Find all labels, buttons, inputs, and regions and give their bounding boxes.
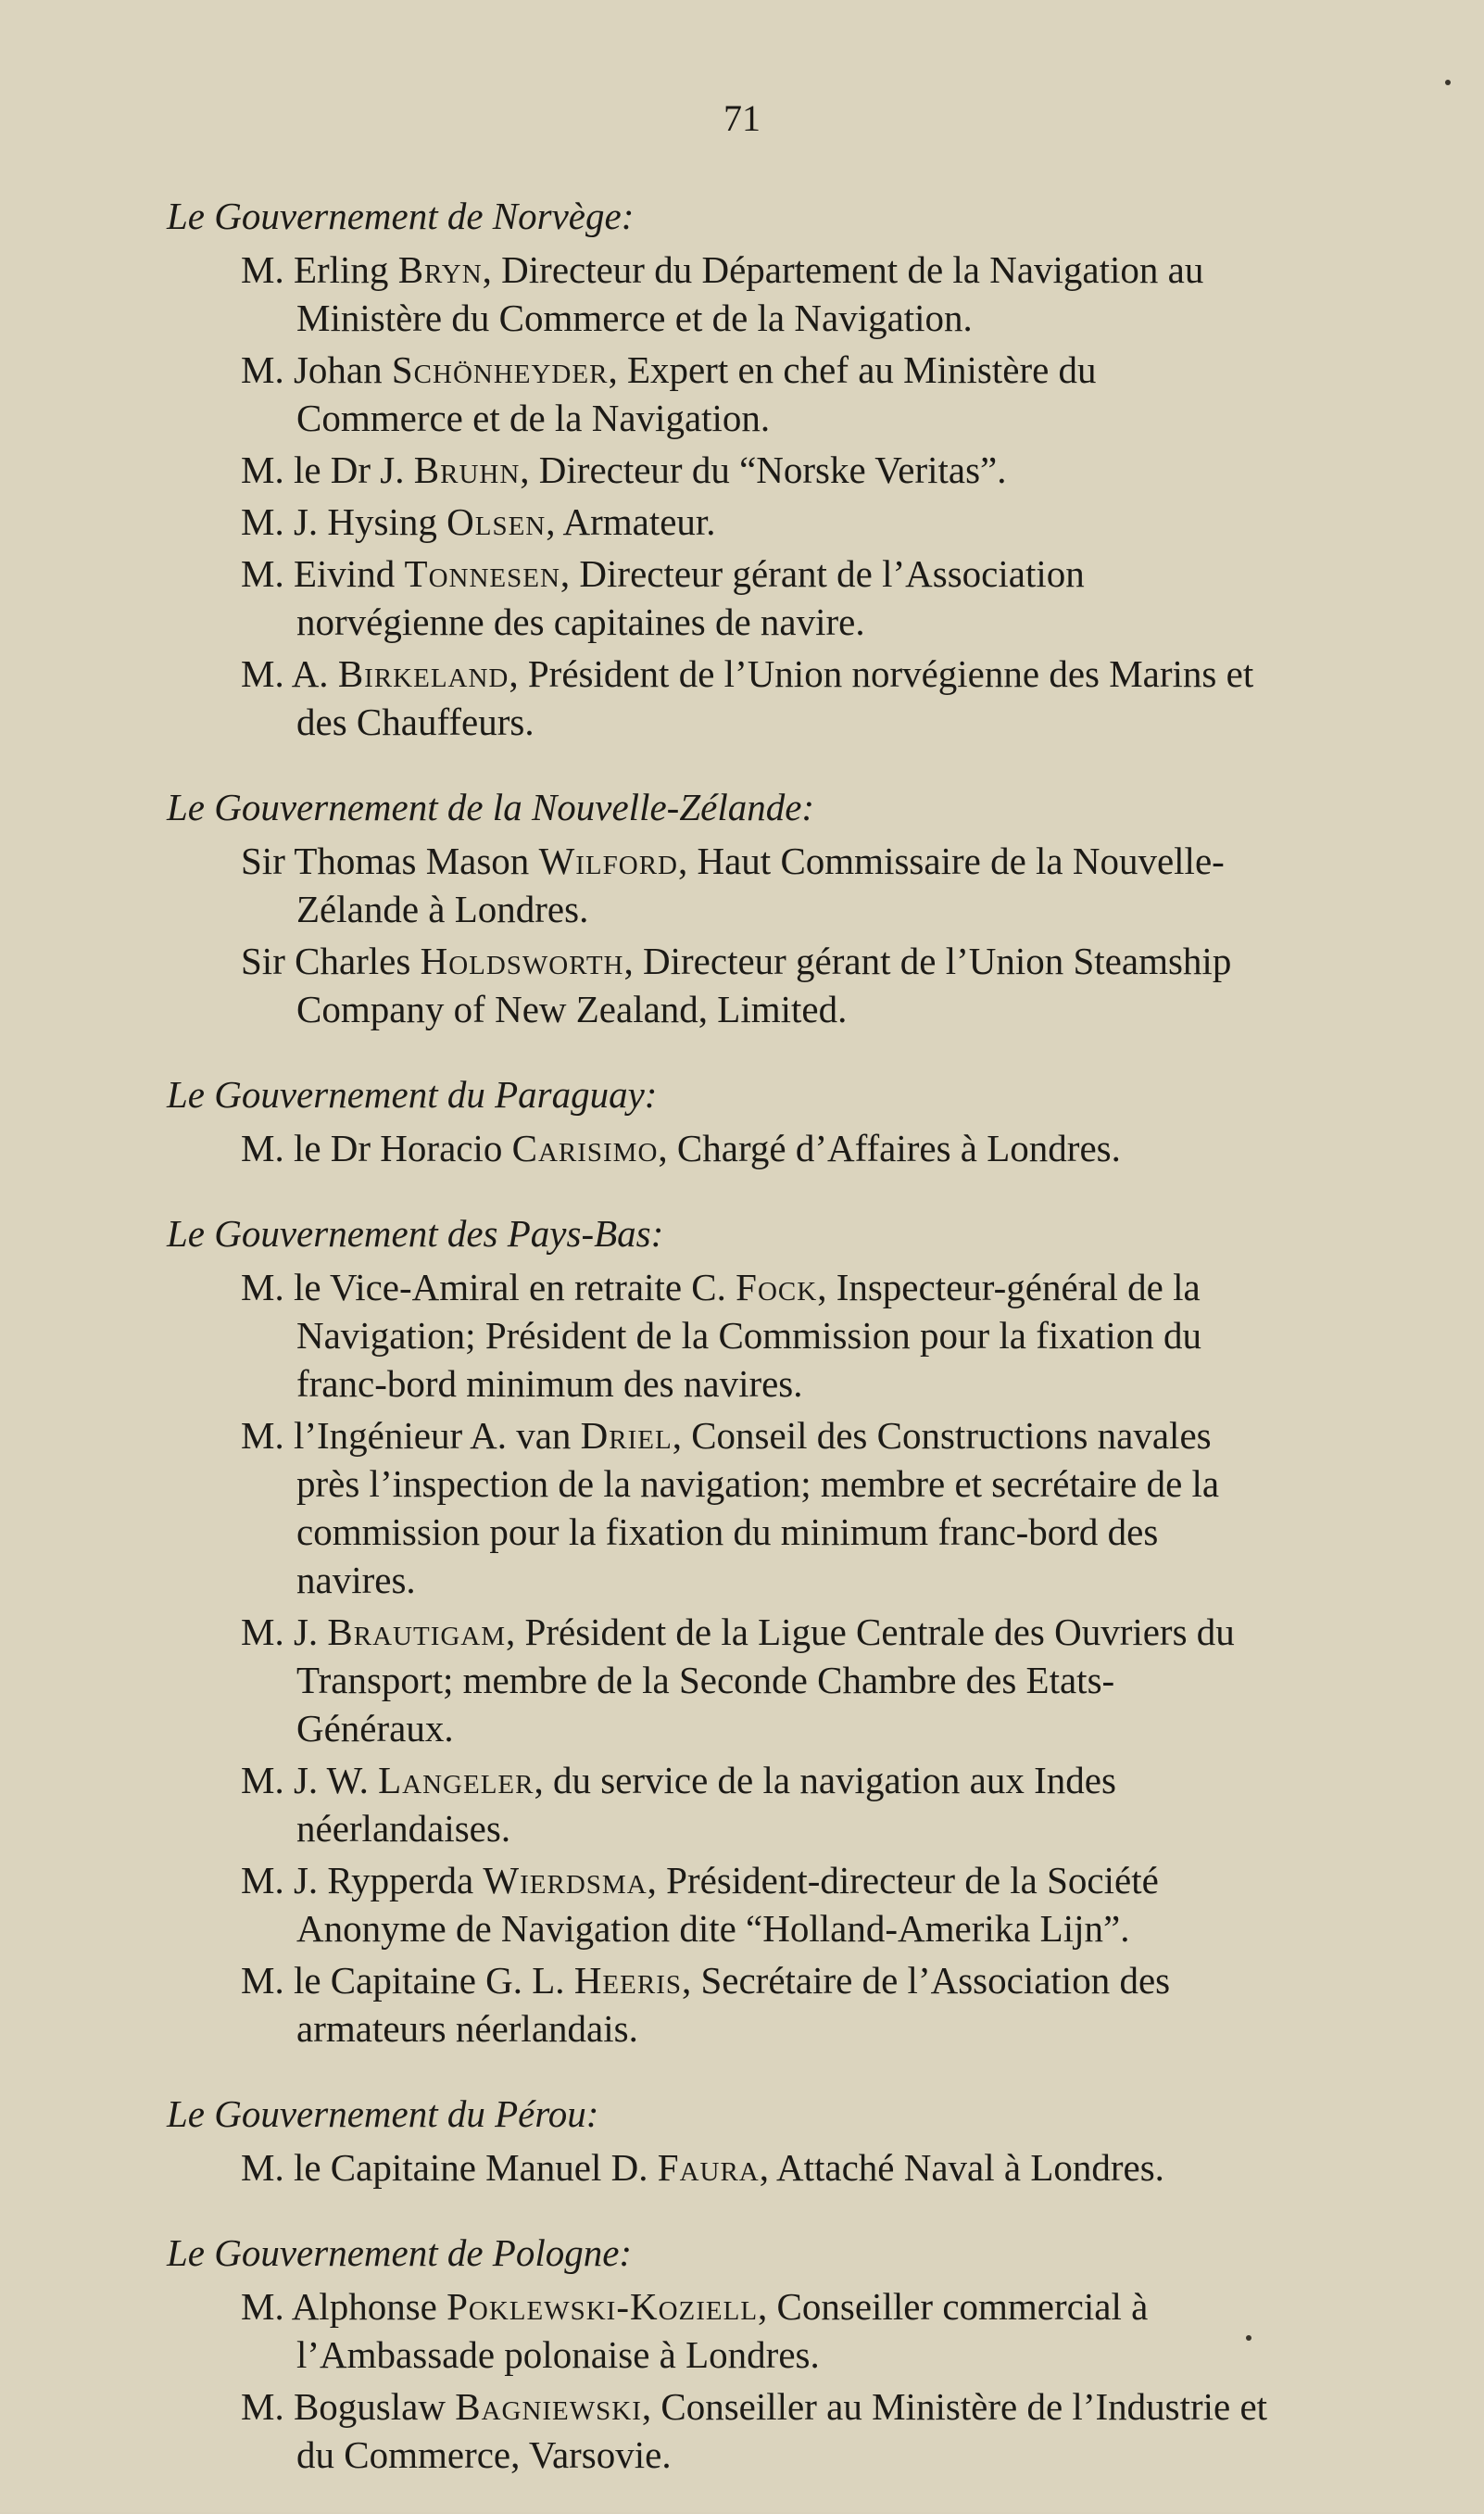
delegate-surname: Bruhn [413,448,521,491]
government-heading: Le Gouvernement de Norvège: [167,195,635,237]
delegate-surname: Tonnesen [404,552,560,595]
delegate-entry: M. J. Hysing Olsen, Armateur. [241,500,716,543]
delegate-surname: Faura [657,2146,760,2189]
delegate-entry: M. A. Birkeland, Président de l’Union norvégienne des Marins et des Chauffeurs. [241,652,1254,743]
delegate-surname: Schönheyder [391,348,609,391]
delegate-entry: M. J. Brautigam, Président de la Ligue Centrale des Ouvriers du Transport; membre de la Seconde Chambre des Etats-Généraux. [241,1611,1235,1750]
delegate-surname: Heeris [573,1959,682,2002]
section-perou [167,2088,1269,2192]
delegate-entry: M. le Dr J. Bruhn, Directeur du “Norske Veritas”. [241,448,1007,491]
delegate-entry: M. Erling Bryn, Directeur du Département de la Navigation au Ministère du Commerce et de la Navigation. [241,248,1204,339]
delegate-entry: M. J. W. Langeler, du service de la navigation aux Indes néerlandaises. [241,1759,1116,1850]
delegate-entry: M. Johan Schönheyder, Expert en chef au Ministère du Commerce et de la Navigation. [241,348,1097,439]
government-heading: Le Gouvernement du Paraguay: [167,1073,658,1116]
delegate-entry: M. le Capitaine Manuel D. Faura, Attaché Naval à Londres. [241,2146,1164,2189]
section-paraguay [167,1068,1269,1172]
delegate-surname: Poklewski-Koziell [446,2285,759,2328]
delegate-entry: M. le Dr Horacio Carisimo, Chargé d’Affaires à Londres. [241,1127,1121,1169]
delegate-surname: Birkeland [337,652,509,695]
government-heading: Le Gouvernement de Pologne: [167,2231,633,2274]
delegate-entry: M. l’Ingénieur A. van Driel, Conseil des Constructions navales près l’inspection de la navigation; membre et secrétaire de la commission pour la fixation du minimum franc-bord des navires. [241,1414,1220,1601]
delegate-entry: M. Boguslaw Bagniewski, Conseiller au Ministère de l’Industrie et du Commerce, Varsovie. [241,2385,1268,2476]
delegate-surname: Wierdsma [483,1859,648,1901]
paper-speck [1246,2335,1251,2341]
section-pologne [167,2227,1269,2479]
delegate-entry: M. J. Rypperda Wierdsma, Président-directeur de la Société Anonyme de Navigation dite “Holland-Amerika Lijn”. [241,1859,1159,1950]
delegate-surname: Olsen [446,500,547,543]
government-heading: Le Gouvernement du Pérou: [167,2092,599,2135]
delegate-surname: Wilford [538,840,678,882]
delegate-surname: Langeler [378,1759,534,1801]
delegate-entry: Sir Thomas Mason Wilford, Haut Commissaire de la Nouvelle-Zélande à Londres. [241,840,1225,930]
delegate-surname: Driel [580,1414,673,1457]
delegate-entry: M. Eivind Tonnesen, Directeur gérant de l’Association norvégienne des capitaines de navire. [241,552,1085,643]
government-heading: Le Gouvernement des Pays-Bas: [167,1212,664,1255]
delegate-surname: Fock [736,1266,818,1308]
page-number: 71 [723,97,761,139]
paper-speck [1445,80,1451,85]
section-pays-bas [167,1207,1269,2053]
delegate-surname: Brautigam [327,1611,507,1653]
delegate-entry: M. le Capitaine G. L. Heeris, Secrétaire de l’Association des armateurs néerlandais. [241,1959,1171,2050]
delegate-surname: Bryn [397,248,483,291]
delegate-entry: M. le Vice-Amiral en retraite C. Fock, Inspecteur-général de la Navigation; Président de la Commission pour la fixation du franc-bord minimum des navires. [241,1266,1202,1405]
delegate-entry: Sir Charles Holdsworth, Directeur gérant de l’Union Steamship Company of New Zealand, Limited. [241,940,1232,1030]
government-heading: Le Gouvernement de la Nouvelle-Zélande: [167,786,815,828]
delegate-surname: Bagniewski [455,2385,642,2428]
delegate-entry: M. Alphonse Poklewski-Koziell, Conseiller commercial à l’Ambassade polonaise à Londres. [241,2285,1149,2376]
delegates-list [167,190,1269,2514]
section-norvege [167,190,1269,746]
section-nouvelle-zelande [167,781,1269,1033]
delegate-surname: Carisimo [511,1127,659,1169]
delegate-surname: Holdsworth [420,940,624,982]
